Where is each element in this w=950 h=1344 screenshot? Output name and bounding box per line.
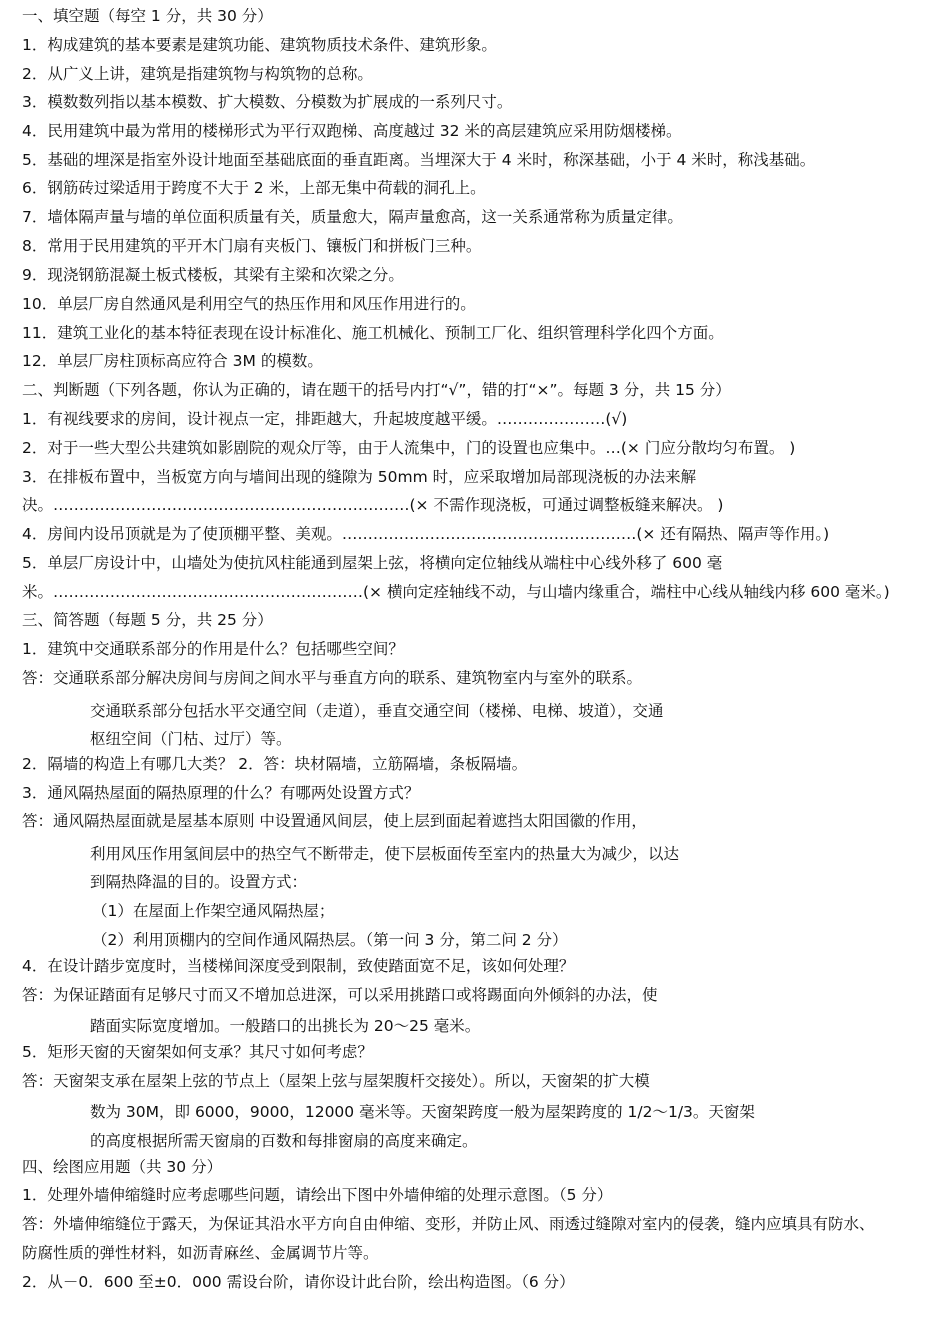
s1-item-1: 1．构成建筑的基本要素是建筑功能、建筑物质技术条件、建筑形象。 [22, 36, 497, 54]
s1-item-7: 7．墙体隔声量与墙的单位面积质量有关，质量愈大，隔声量愈高，这一关系通常称为质量定律。 [22, 208, 683, 226]
s1-item-6: 6．钢筋砖过梁适用于跨度不大于 2 米，上部无集中荷载的洞孔上。 [22, 179, 486, 197]
s2-line-6: 5．单层厂房设计中，山墙处为使抗风柱能通到屋架上弦，将横向定位轴线从端柱中心线外移了 600 毫 [22, 554, 723, 572]
s1-item-5: 5．基础的埋深是指室外设计地面至基础底面的垂直距离。当埋深大于 4 米时，称深基础，小于 4 米时，称浅基础。 [22, 151, 816, 169]
s2-line-4: 决。……………………………………………………………(× 不需作现浇板，可通过调整板缝来解决。 ) [22, 496, 724, 514]
s1-item-11: 11．建筑工业化的基本特征表现在设计标准化、施工机械化、预制工厂化、组织管理科学化四个方面。 [22, 324, 724, 342]
s2-line-7: 米。……………………………………………………(× 横向定痊轴线不动，与山墙内缘重合，端柱中心线从轴线内移 600 毫米。) [22, 583, 890, 601]
s3-line-12: 4．在设计踏步宽度时，当楼梯间深度受到限制，致使踏面宽不足，该如何处理？ [22, 957, 575, 975]
s2-line-2: 2．对于一些大型公共建筑如影剧院的观众厅等，由于人流集中，门的设置也应集中。…(× 门应分散均匀布置。 ) [22, 439, 796, 457]
s1-item-3: 3．模数数列指以基本模数、扩大模数、分模数为扩展成的一系列尺寸。 [22, 93, 513, 111]
s3-line-6: 3．通风隔热屋面的隔热原理的什么？有哪两处设置方式？ [22, 784, 420, 802]
s3-line-4: 枢纽空间（门枯、过厅）等。 [90, 730, 292, 748]
s3-line-5: 2．隔墙的构造上有哪几大类？ 2．答：块材隔墙，立筋隔墙，条板隔墙。 [22, 755, 528, 773]
s3-line-18: 的高度根据所需天窗扇的百数和每排窗扇的高度来确定。 [90, 1132, 478, 1150]
s3-line-1: 1．建筑中交通联系部分的作用是什么？包括哪些空间？ [22, 640, 404, 658]
s3-line-13: 答：为保证踏面有足够尺寸而又不增加总进深，可以采用挑踏口或将踢面向外倾斜的办法，使 [22, 986, 658, 1004]
s3-line-9: 到隔热降温的目的。设置方式： [90, 873, 308, 891]
section-1-heading: 一、填空题（每空 1 分，共 30 分） [22, 7, 273, 25]
s4-line-1: 1．处理外墙伸缩缝时应考虑哪些问题，请绘出下图中外墙伸缩的处理示意图。（5 分） [22, 1186, 613, 1204]
s2-line-3: 3．在排板布置中，当板宽方向与墙间出现的缝隙为 50mm 时，应采取增加局部现浇板的办法来解 [22, 468, 697, 486]
s3-line-14: 踏面实际宽度增加。一般踏口的出挑长为 20～25 毫米。 [90, 1017, 481, 1035]
s1-item-12: 12．单层厂房柱顶标高应符合 3M 的模数。 [22, 352, 323, 370]
s3-line-15: 5．矩形天窗的天窗架如何支承？其尺寸如何考虑？ [22, 1043, 373, 1061]
section-4-heading: 四、绘图应用题（共 30 分） [22, 1158, 223, 1176]
s2-line-1: 1．有视线要求的房间，设计视点一定，排距越大，升起坡度越平缓。…………………(√) [22, 410, 628, 428]
section-2-heading: 二、判断题（下列各题，你认为正确的，请在题干的括号内打“√”，错的打“×”。每题 3 分，共 15 分） [22, 381, 731, 399]
s4-line-4: 2．从－0．600 至±0．000 需设台阶，请你设计此台阶，绘出构造图。（6 分） [22, 1273, 575, 1291]
s3-line-2: 答：交通联系部分解决房间与房间之间水平与垂直方向的联系、建筑物室内与室外的联系。 [22, 669, 643, 687]
section-3-heading: 三、简答题（每题 5 分，共 25 分） [22, 611, 273, 629]
s1-item-10: 10．单层厂房自然通风是利用空气的热压作用和风压作用进行的。 [22, 295, 476, 313]
s3-line-10: （1）在屋面上作架空通风隔热屋； [92, 902, 335, 920]
s3-line-8: 利用风压作用氢间层中的热空气不断带走，使下层板面传至室内的热量大为减少，以达 [90, 845, 680, 863]
s4-line-2: 答：外墙伸缩缝位于露天，为保证其沿水平方向自由伸缩、变形，并防止风、雨透过缝隙对室内的侵袭，缝内应填具有防水、 [22, 1215, 875, 1233]
s3-line-7: 答：通风隔热屋面就是屋基本原则 中设置通风间层，使上层到面起着遮挡太阳国徽的作用， [22, 812, 647, 830]
s1-item-9: 9．现浇钢筋混凝土板式楼板，其梁有主梁和次梁之分。 [22, 266, 404, 284]
s3-line-11: （2）利用顶棚内的空间作通风隔热层。（第一问 3 分，第二问 2 分） [92, 931, 568, 949]
s3-line-16: 答：天窗架支承在屋架上弦的节点上（屋架上弦与屋架腹杆交接处）。所以，天窗架的扩大模 [22, 1072, 650, 1090]
s1-item-2: 2．从广义上讲，建筑是指建筑物与构筑物的总称。 [22, 65, 373, 83]
s4-line-3: 防腐性质的弹性材料，如沥青麻丝、金属调节片等。 [22, 1244, 379, 1262]
s3-line-17: 数为 30M，即 6000，9000，12000 毫米等。天窗架跨度一般为屋架跨度的 1/2～1/3。天窗架 [90, 1103, 755, 1121]
s2-line-5: 4．房间内设吊顶就是为了使顶棚平整、美观。…………………………………………………(× 还有隔热、隔声等作用。) [22, 525, 830, 543]
s3-line-3: 交通联系部分包括水平交通空间（走道），垂直交通空间（楼梯、电梯、坡道），交通 [90, 702, 664, 720]
s1-item-4: 4．民用建筑中最为常用的楼梯形式为平行双跑梯、高度越过 32 米的高层建筑应采用防烟楼梯。 [22, 122, 682, 140]
s1-item-8: 8．常用于民用建筑的平开木门扇有夹板门、镶板门和拼板门三种。 [22, 237, 482, 255]
